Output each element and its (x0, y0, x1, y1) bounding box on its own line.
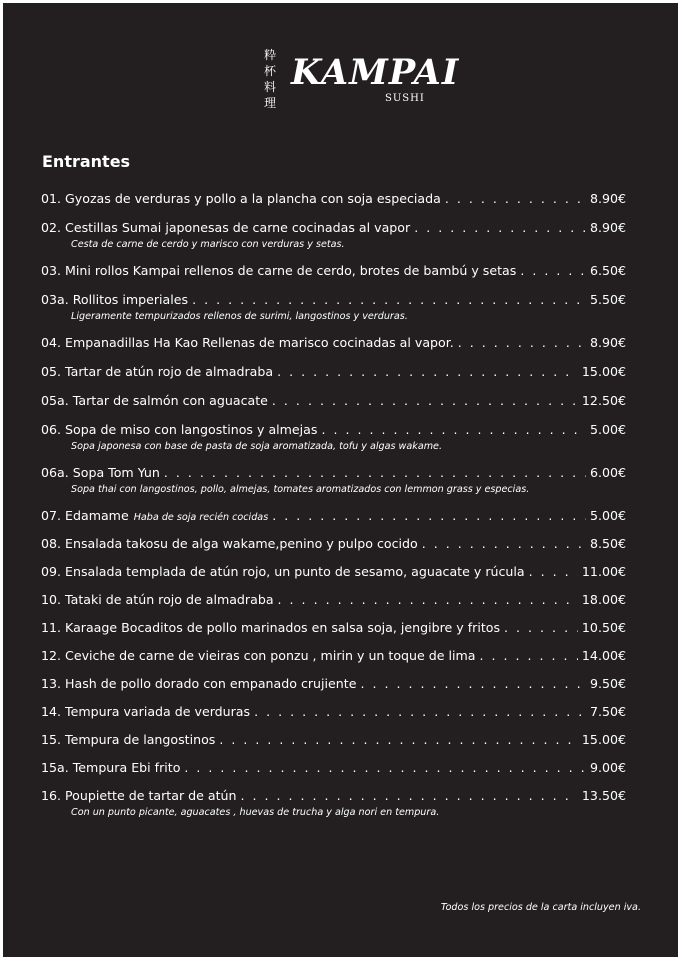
menu-item-row (41, 786, 626, 806)
menu-item (41, 674, 626, 694)
dot-leader (219, 730, 578, 750)
menu-item-price: 14.00€ (581, 648, 626, 663)
dot-leader (272, 506, 586, 526)
menu-item-price: 8.90€ (589, 220, 626, 235)
menu-item-price: 5.50€ (589, 292, 626, 307)
menu-item-row (41, 290, 626, 310)
menu-item-row (41, 702, 626, 722)
menu-item-price: 15.00€ (581, 732, 626, 747)
menu-item-row (41, 463, 626, 483)
dot-leader (529, 562, 578, 582)
menu-item-row (41, 261, 626, 281)
menu-item-name: 09. Ensalada templada de atún rojo, un punto de sesamo, aguacate y rúcula (41, 564, 525, 579)
dot-leader (504, 618, 578, 638)
menu-item (41, 420, 626, 454)
menu-list (41, 189, 626, 820)
menu-item-name: 01. Gyozas de verduras y pollo a la plancha con soja especiada (41, 191, 441, 206)
menu-item-price: 18.00€ (581, 592, 626, 607)
brand-kanji-char: 料 (263, 80, 276, 94)
menu-item-row (41, 674, 626, 694)
menu-item-description: Sopa thai con langostinos, pollo, almejas, tomates aromatizados con lemmon grass y especias. (71, 484, 530, 495)
menu-item-name: 15. Tempura de langostinos (41, 732, 216, 747)
menu-item (41, 391, 626, 411)
menu-item-name: 15a. Tempura Ebi frito (41, 760, 181, 775)
menu-item (41, 786, 626, 820)
menu-item-price: 6.50€ (589, 263, 626, 278)
dot-leader (272, 391, 578, 411)
dot-leader (254, 702, 586, 722)
footer-note: Todos los precios de la carta incluyen iva. (440, 902, 641, 913)
menu-item (41, 618, 626, 638)
menu-item-price: 8.50€ (589, 536, 626, 551)
menu-item-row (41, 618, 626, 638)
menu-item-price: 8.90€ (589, 335, 626, 350)
menu-item (41, 261, 626, 281)
menu-item-row (41, 534, 626, 554)
menu-item-name: 16. Poupiette de tartar de atún (41, 788, 237, 803)
brand-name: KAMPAI (291, 52, 460, 93)
menu-item (41, 506, 626, 526)
dot-leader (277, 362, 578, 382)
menu-item-name: 06a. Sopa Tom Yun (41, 465, 160, 480)
dot-leader (422, 534, 586, 554)
menu-item-row (41, 420, 626, 440)
menu-item-price: 6.00€ (589, 465, 626, 480)
menu-item-name: 06. Sopa de miso con langostinos y almejas (41, 422, 318, 437)
menu-item-description: Sopa japonesa con base de pasta de soja aromatizada, tofu y algas wakame. (71, 441, 442, 452)
dot-leader (480, 646, 578, 666)
menu-item (41, 590, 626, 610)
menu-item-name: 03. Mini rollos Kampai rellenos de carne de cerdo, brotes de bambú y setas (41, 263, 517, 278)
menu-item-name: 10. Tataki de atún rojo de almadraba (41, 592, 274, 607)
brand-kanji-char: 理 (263, 96, 276, 110)
menu-item (41, 702, 626, 722)
brand-subtitle: SUSHI (385, 93, 425, 104)
dot-leader (458, 333, 586, 353)
menu-item-price: 9.00€ (589, 760, 626, 775)
dot-leader (278, 590, 578, 610)
brand-logo (255, 47, 460, 117)
menu-item (41, 290, 626, 324)
menu-item-row (41, 646, 626, 666)
section-title: Entrantes (42, 152, 131, 171)
menu-item (41, 218, 626, 252)
menu-item-name: 05. Tartar de atún rojo de almadraba (41, 364, 274, 379)
dot-leader (321, 420, 585, 440)
menu-item (41, 189, 626, 209)
menu-item (41, 534, 626, 554)
menu-item-price: 5.00€ (589, 508, 626, 523)
menu-item-price: 13.50€ (581, 788, 626, 803)
menu-item (41, 463, 626, 497)
menu-item-row (41, 562, 626, 582)
menu-item (41, 562, 626, 582)
menu-item-note: Haba de soja recién cocidas (133, 512, 269, 523)
menu-item-price: 8.90€ (589, 191, 626, 206)
menu-item-price: 15.00€ (581, 364, 626, 379)
menu-page (3, 3, 678, 957)
menu-item-row (41, 218, 626, 238)
menu-item-name: 13. Hash de pollo dorado con empanado crujiente (41, 676, 357, 691)
menu-item-row (41, 362, 626, 382)
menu-item (41, 362, 626, 382)
menu-item-row (41, 333, 626, 353)
menu-item-row (41, 506, 626, 526)
menu-item-row (41, 758, 626, 778)
menu-item-row (41, 189, 626, 209)
menu-item-price: 5.00€ (589, 422, 626, 437)
menu-item-price: 10.50€ (581, 620, 626, 635)
menu-item-name: 02. Cestillas Sumai japonesas de carne cocinadas al vapor (41, 220, 411, 235)
brand-kanji-char: 粋 (263, 48, 276, 62)
menu-item-price: 7.50€ (589, 704, 626, 719)
dot-leader (445, 189, 586, 209)
dot-leader (414, 218, 586, 238)
menu-item-name: 07. Edamame (41, 508, 129, 523)
menu-item (41, 646, 626, 666)
dot-leader (241, 786, 578, 806)
menu-item-description: Cesta de carne de cerdo y marisco con verduras y setas. (71, 239, 345, 250)
menu-item-name: 05a. Tartar de salmón con aguacate (41, 393, 268, 408)
menu-item-name: 11. Karaage Bocaditos de pollo marinados en salsa soja, jengibre y fritos (41, 620, 501, 635)
dot-leader (192, 290, 586, 310)
menu-item-description: Ligeramente tempurizados rellenos de surimi, langostinos y verduras. (71, 311, 408, 322)
brand-kanji-char: 杯 (263, 64, 276, 78)
menu-item (41, 758, 626, 778)
brand-kanji (261, 47, 279, 111)
dot-leader (184, 758, 586, 778)
menu-item-name: 14. Tempura variada de verduras (41, 704, 251, 719)
menu-item-row (41, 590, 626, 610)
dot-leader (520, 261, 586, 281)
menu-item-price: 9.50€ (589, 676, 626, 691)
dot-leader (360, 674, 585, 694)
menu-item-row (41, 391, 626, 411)
menu-item (41, 333, 626, 353)
menu-item-name: 12. Ceviche de carne de vieiras con ponzu , mirin y un toque de lima (41, 648, 476, 663)
menu-item-price: 12.50€ (581, 393, 626, 408)
menu-item-price: 11.00€ (581, 564, 626, 579)
menu-item-description: Con un punto picante, aguacates , huevas de trucha y alga nori en tempura. (71, 807, 440, 818)
dot-leader (164, 463, 586, 483)
menu-item-name: 04. Empanadillas Ha Kao Rellenas de marisco cocinadas al vapor. (41, 335, 454, 350)
menu-item-name: 03a. Rollitos imperiales (41, 292, 189, 307)
menu-item-row (41, 730, 626, 750)
menu-item (41, 730, 626, 750)
menu-item-name: 08. Ensalada takosu de alga wakame,penino y pulpo cocido (41, 536, 418, 551)
